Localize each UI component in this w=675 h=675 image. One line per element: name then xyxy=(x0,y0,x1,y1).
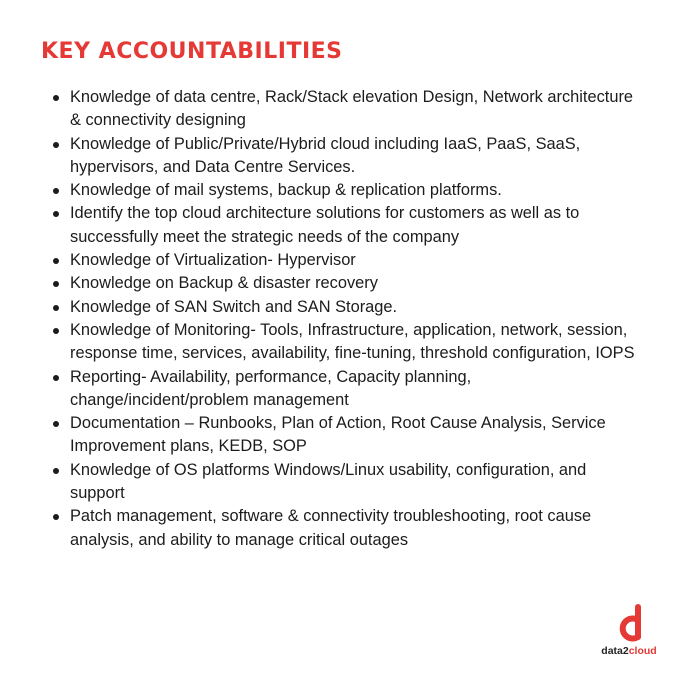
logo-text-data2: data2 xyxy=(601,645,629,657)
logo-wordmark xyxy=(594,644,664,658)
list-item: Reporting- Availability, performance, Capacity planning, change/incident/problem management xyxy=(44,366,644,413)
page-title: KEY ACCOUNTABILITIES xyxy=(41,39,343,64)
list-item: Knowledge of data centre, Rack/Stack elevation Design, Network architecture & connectivity designing xyxy=(44,86,644,133)
d-letter-logo-icon xyxy=(615,604,643,642)
list-item: Documentation – Runbooks, Plan of Action, Root Cause Analysis, Service Improvement plans, KEDB, SOP xyxy=(44,412,644,459)
list-item: Identify the top cloud architecture solutions for customers as well as to successfully meet the strategic needs of the company xyxy=(44,202,644,249)
list-item: Knowledge of OS platforms Windows/Linux usability, configuration, and support xyxy=(44,459,644,506)
list-item: Knowledge of SAN Switch and SAN Storage. xyxy=(44,296,644,319)
logo-text-cloud: cloud xyxy=(628,645,657,657)
accountabilities-list xyxy=(44,86,644,552)
list-item: Knowledge of Public/Private/Hybrid cloud including IaaS, PaaS, SaaS, hypervisors, and Data Centre Services. xyxy=(44,133,644,180)
list-item: Knowledge of mail systems, backup & replication platforms. xyxy=(44,179,644,202)
list-item: Patch management, software & connectivity troubleshooting, root cause analysis, and ability to manage critical outages xyxy=(44,505,644,552)
list-item: Knowledge on Backup & disaster recovery xyxy=(44,272,644,295)
brand-logo xyxy=(594,604,664,659)
list-item: Knowledge of Monitoring- Tools, Infrastructure, application, network, session, response time, services, availability, fine-tuning, threshold configuration, IOPS xyxy=(44,319,644,366)
list-item: Knowledge of Virtualization- Hypervisor xyxy=(44,249,644,272)
